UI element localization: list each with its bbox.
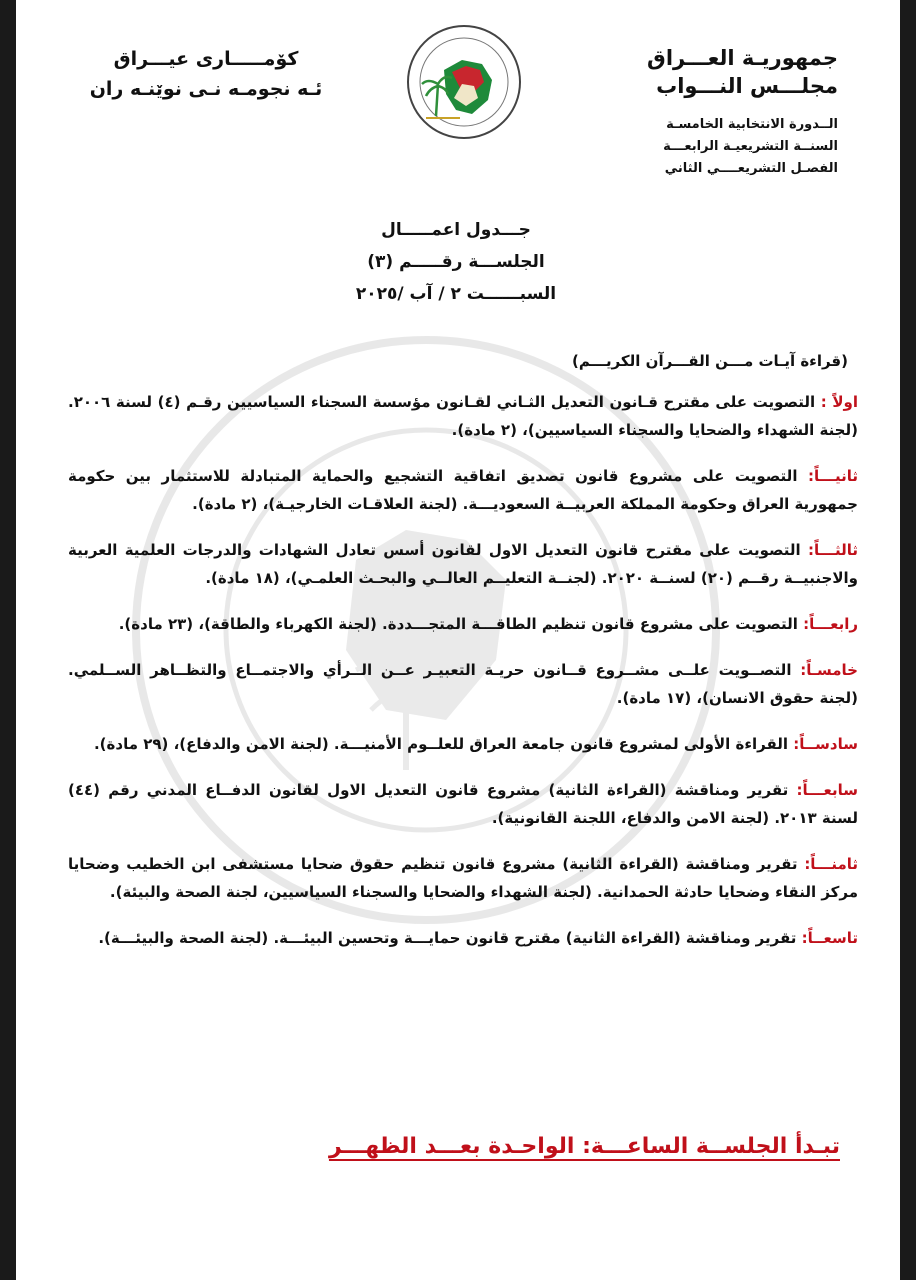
parliament-logo-icon — [404, 22, 524, 142]
header-left — [86, 44, 326, 104]
document-page — [16, 0, 900, 1280]
republic-title: جمهوريـة العـــراق — [647, 46, 838, 70]
agenda-item — [68, 656, 858, 712]
session-info — [578, 114, 838, 180]
agenda-item-label: رابعـــاً: — [803, 615, 858, 633]
session-date: السبــــــت ٢ / آب /٢٠٢٥ — [355, 284, 557, 304]
agenda-item-label: ثامنـــاً: — [804, 855, 858, 873]
agenda-item-text: التصويت على مقترح قانون التعديل الاول لقانون أسس تعادل الشهادات والدرجات العلمية العربية والاجنبيــة رقــم (٢٠) لسنــة ٢٠٢٠. (لجنــة التعليــم العالــي والبحـث العلمـي)، (١٨ مادة). — [68, 541, 858, 587]
agenda-title: جـــدول اعمـــــال — [381, 220, 531, 240]
session-info-line: السنــة التشريعيـة الرابعـــة — [663, 139, 838, 154]
agenda-item — [68, 730, 858, 758]
parliament-title: مجلـــس النـــواب — [656, 74, 838, 98]
kurdish-parliament-title: ئـه نجومـه نـی نوێنـه ران — [89, 78, 323, 100]
agenda-item — [68, 388, 858, 444]
agenda-item-label: خامسـاً: — [800, 661, 858, 679]
kurdish-republic-title: كۆمـــــاری عیـــراق — [113, 48, 299, 70]
agenda-item-label: تاسعــاً: — [801, 929, 858, 947]
session-number: الجلســـة رقـــــم (٣) — [367, 252, 545, 272]
agenda-item — [68, 924, 858, 952]
agenda-item-text: التصــويت علــى مشــروع قــانون حريـة التعبيـر عــن الــرأي والاجتمــاع والتظــاهر الســلمي. (لجنة حقوق الانسان)، (١٧ مادة). — [68, 661, 858, 707]
agenda-item — [68, 776, 858, 832]
agenda-item-text: التصويت على مقترح قـانون التعديل الثـاني لقـانون مؤسسة السجناء السياسيين رقـم (٤) لسنة ٢٠٠٦. (لجنة الشهداء والضحايا والسجناء السياسيين)، (٢ مادة). — [68, 393, 858, 439]
session-info-line: الفصـل التشريعــــي الثاني — [664, 161, 838, 176]
agenda-item-label: سابعـــاً: — [796, 781, 858, 799]
header-right — [578, 44, 838, 180]
agenda-item-text: تقرير ومناقشة (القراءة الثانية) مشروع قانون تنظيم حقوق ضحايا مستشفى ابن الخطيب وضحايا مركز النقاء وضحايا حادثة الحمدانية. (لجنة الشهداء والضحايا والسجناء السياسيين، لجنة الصحة والبيئة). — [68, 855, 858, 901]
quran-recitation: (قراءة آيـات مـــن القـــرآن الكريـــم) — [571, 352, 848, 370]
agenda-item-text: تقرير ومناقشة (القراءة الثانية) مقترح قانون حمايـــة وتحسين البيئـــة. (لجنة الصحة والبيئـــة). — [98, 929, 802, 947]
agenda-item-text: التصويت على مشروع قانون تصديق اتفاقية التشجيع والحماية المتبادلة للاستثمار بين حكومة جمهورية العراق وحكومة المملكة العربيــة السعوديـــة. (لجنة العلاقـات الخارجيـة)، (٢ مادة). — [68, 467, 858, 513]
session-info-line: الــدورة الانتخابية الخامسـة — [666, 117, 838, 132]
agenda-item — [68, 536, 858, 592]
agenda-item-text: القراءة الأولى لمشروع قانون جامعة العراق للعلــوم الأمنيـــة. (لجنة الامن والدفاع)، (٢٩ مادة). — [93, 735, 794, 753]
agenda-body — [68, 352, 858, 970]
agenda-item-text: التصويت على مشروع قانون تنظيم الطاقـــة المتجـــددة. (لجنة الكهرباء والطاقة)، (٢٣ مادة). — [118, 615, 804, 633]
agenda-item — [68, 610, 858, 638]
agenda-item — [68, 462, 858, 518]
agenda-item-text: تقرير ومناقشة (القراءة الثانية) مشروع قانون التعديل الاول لقانون الدفــاع المدني رقم (٤٤) لسنة ٢٠١٣. (لجنة الامن والدفاع، اللجنة القانونية). — [68, 781, 858, 827]
agenda-item-label: ثالثـــاً: — [807, 541, 858, 559]
agenda-heading — [276, 214, 636, 310]
agenda-item — [68, 850, 858, 906]
session-start-time: تبـدأ الجلســة الساعـــة: الواحـدة بعـــد الظهـــر — [328, 1134, 840, 1159]
agenda-item-label: اولاً : — [820, 393, 858, 411]
agenda-item-label: ثانيـــاً: — [807, 467, 858, 485]
agenda-item-label: سادســاً: — [793, 735, 858, 753]
